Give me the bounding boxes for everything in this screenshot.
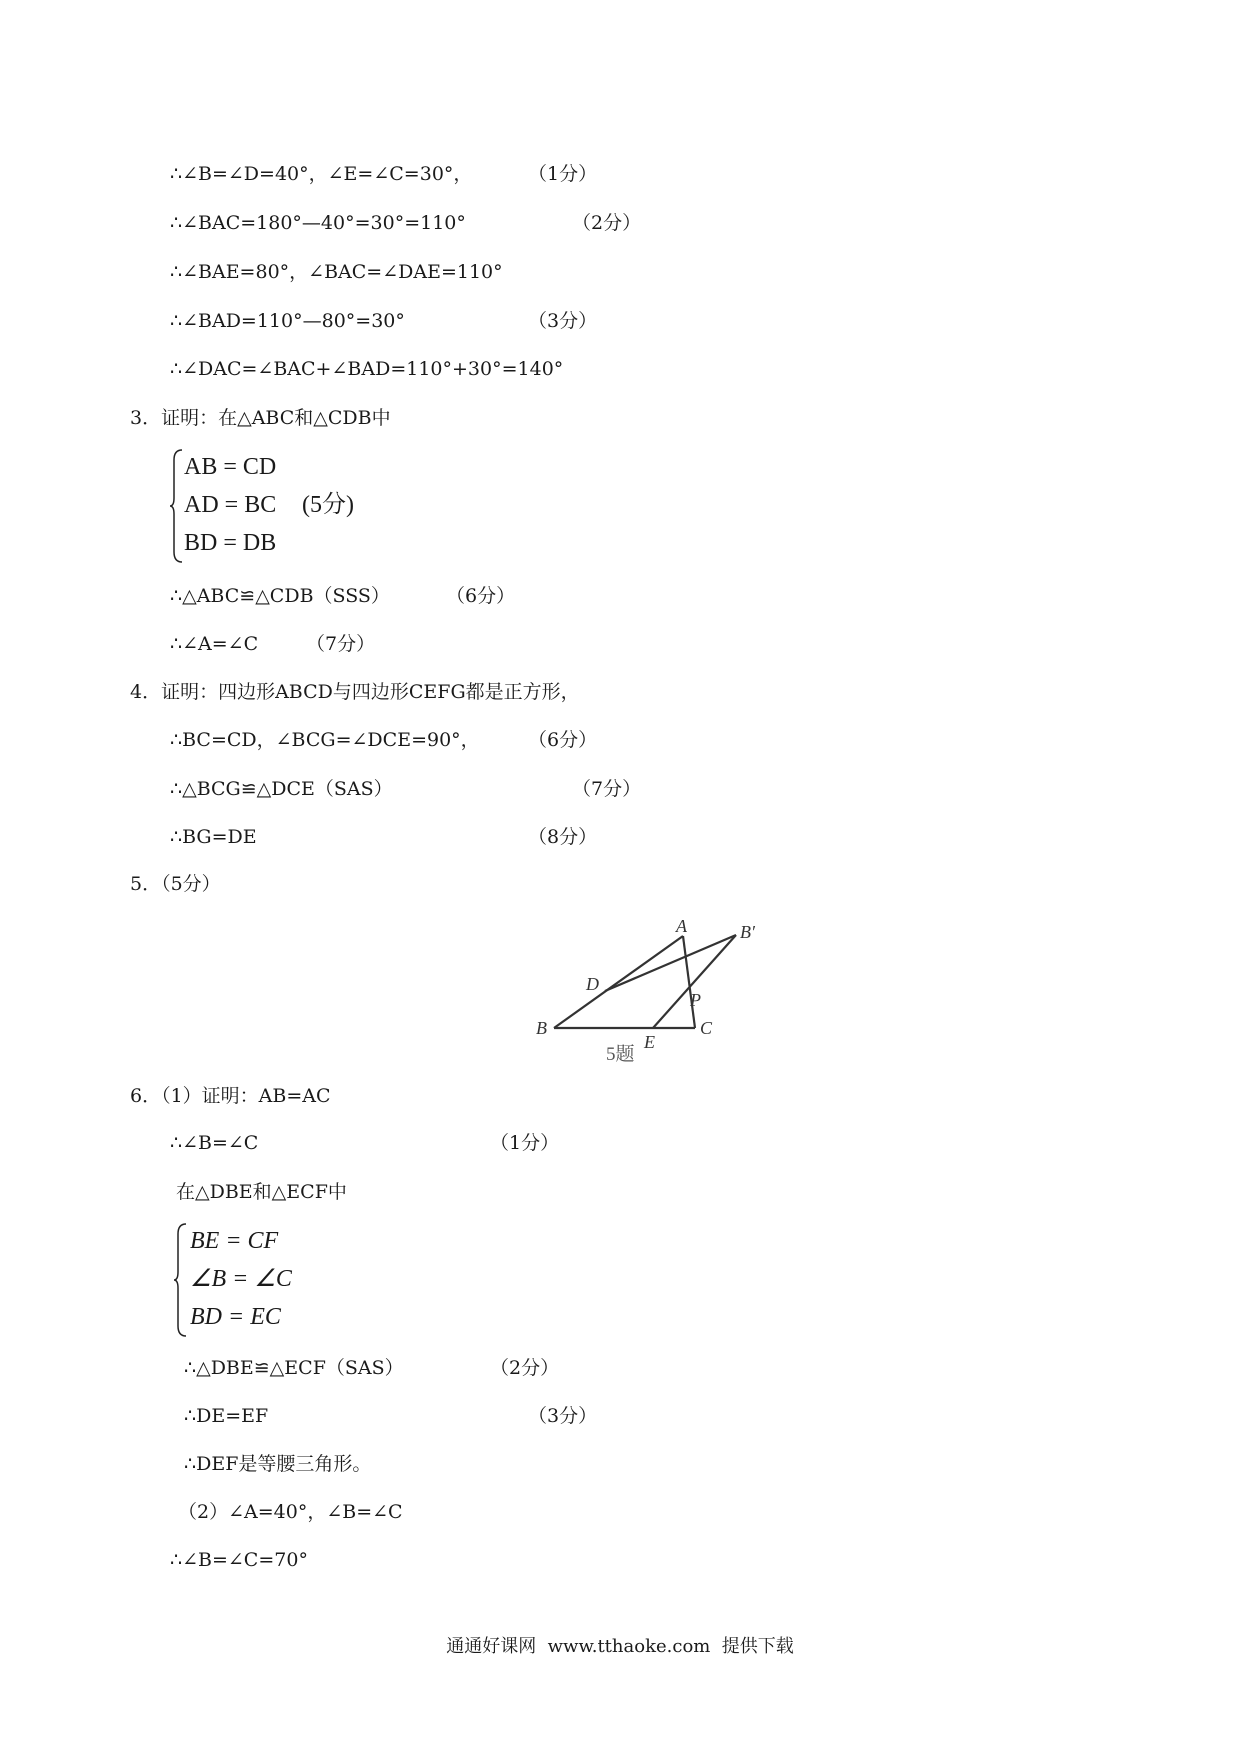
s6-system-brace — [174, 1222, 188, 1338]
s6-eq-3: BD = EC — [190, 1304, 281, 1330]
s6-line-7: ∴∠B=∠C=70° — [170, 1549, 308, 1571]
label-d: D — [586, 974, 599, 994]
s6-line-1: ∴∠B=∠C — [170, 1132, 259, 1154]
s6-score-1: （1分） — [490, 1132, 560, 1154]
label-b-prime: B′ — [740, 922, 755, 942]
segment-db-prime — [605, 935, 736, 991]
s3-eq-2: AD = BC — [184, 492, 277, 518]
s6-system — [190, 1222, 292, 1336]
s4-line-2: ∴△BCG≌△DCE（SAS） — [170, 778, 393, 800]
s6-line-3: ∴△DBE≌△ECF（SAS） — [184, 1357, 404, 1379]
s5-heading: 5．（5分） — [130, 873, 221, 895]
s6-line-4: ∴DE=EF — [184, 1405, 269, 1427]
s5-figure — [530, 920, 790, 1070]
label-b: B — [536, 1018, 547, 1038]
s4-line-3: ∴BG=DE — [170, 826, 257, 848]
s3-heading: 3．证明：在△ABC和△CDB中 — [130, 407, 391, 429]
s4-score-2: （7分） — [572, 778, 642, 800]
s2-line-2: ∴∠BAC=180°—40°=30°=110° — [170, 212, 466, 234]
label-a: A — [676, 920, 687, 936]
s4-heading: 4．证明：四边形ABCD与四边形CEFG都是正方形， — [130, 681, 580, 703]
s6-eq-2: ∠B = ∠C — [190, 1266, 292, 1292]
s3-line-1: ∴△ABC≌△CDB（SSS） — [170, 585, 390, 607]
s2-line-1: ∴∠B=∠D=40°，∠E=∠C=30°， — [170, 163, 473, 185]
segment-ab — [554, 936, 683, 1028]
s3-score-1: （6分） — [446, 585, 516, 607]
s3-eq-3: BD = DB — [184, 530, 277, 556]
s3-system — [184, 448, 276, 562]
s2-line-3: ∴∠BAE=80°，∠BAC=∠DAE=110° — [170, 261, 503, 283]
figure-caption: 5题 — [606, 1044, 635, 1065]
s6-score-4: （3分） — [528, 1405, 598, 1427]
s3-system-score: (5分) — [302, 492, 354, 518]
s3-system-brace — [170, 448, 184, 564]
s4-score-1: （6分） — [528, 729, 598, 751]
label-p: P — [690, 990, 701, 1010]
s6-line-5: ∴DEF是等腰三角形。 — [184, 1453, 372, 1475]
page-footer: 通通好课网 www.tthaoke.com 提供下载 — [446, 1636, 794, 1657]
s2-score-2: （2分） — [572, 212, 642, 234]
s3-score-2: （7分） — [306, 633, 376, 655]
s3-eq-1: AB = CD — [184, 454, 277, 480]
s6-line-6: （2）∠A=40°，∠B=∠C — [178, 1501, 403, 1523]
label-e: E — [644, 1032, 655, 1052]
s6-eq-1: BE = CF — [190, 1228, 279, 1254]
s6-heading: 6．（1）证明：AB=AC — [130, 1085, 331, 1107]
s2-score-4: （3分） — [528, 310, 598, 332]
s4-line-1: ∴BC=CD，∠BCG=∠DCE=90°， — [170, 729, 480, 751]
s6-score-3: （2分） — [490, 1357, 560, 1379]
s3-line-2: ∴∠A=∠C — [170, 633, 259, 655]
s2-score-1: （1分） — [528, 163, 598, 185]
label-c: C — [700, 1018, 713, 1038]
s4-score-3: （8分） — [528, 826, 598, 848]
s2-line-5: ∴∠DAC=∠BAC+∠BAD=110°+30°=140° — [170, 358, 564, 380]
s6-line-2: 在△DBE和△ECF中 — [176, 1181, 347, 1203]
s2-line-4: ∴∠BAD=110°—80°=30° — [170, 310, 405, 332]
